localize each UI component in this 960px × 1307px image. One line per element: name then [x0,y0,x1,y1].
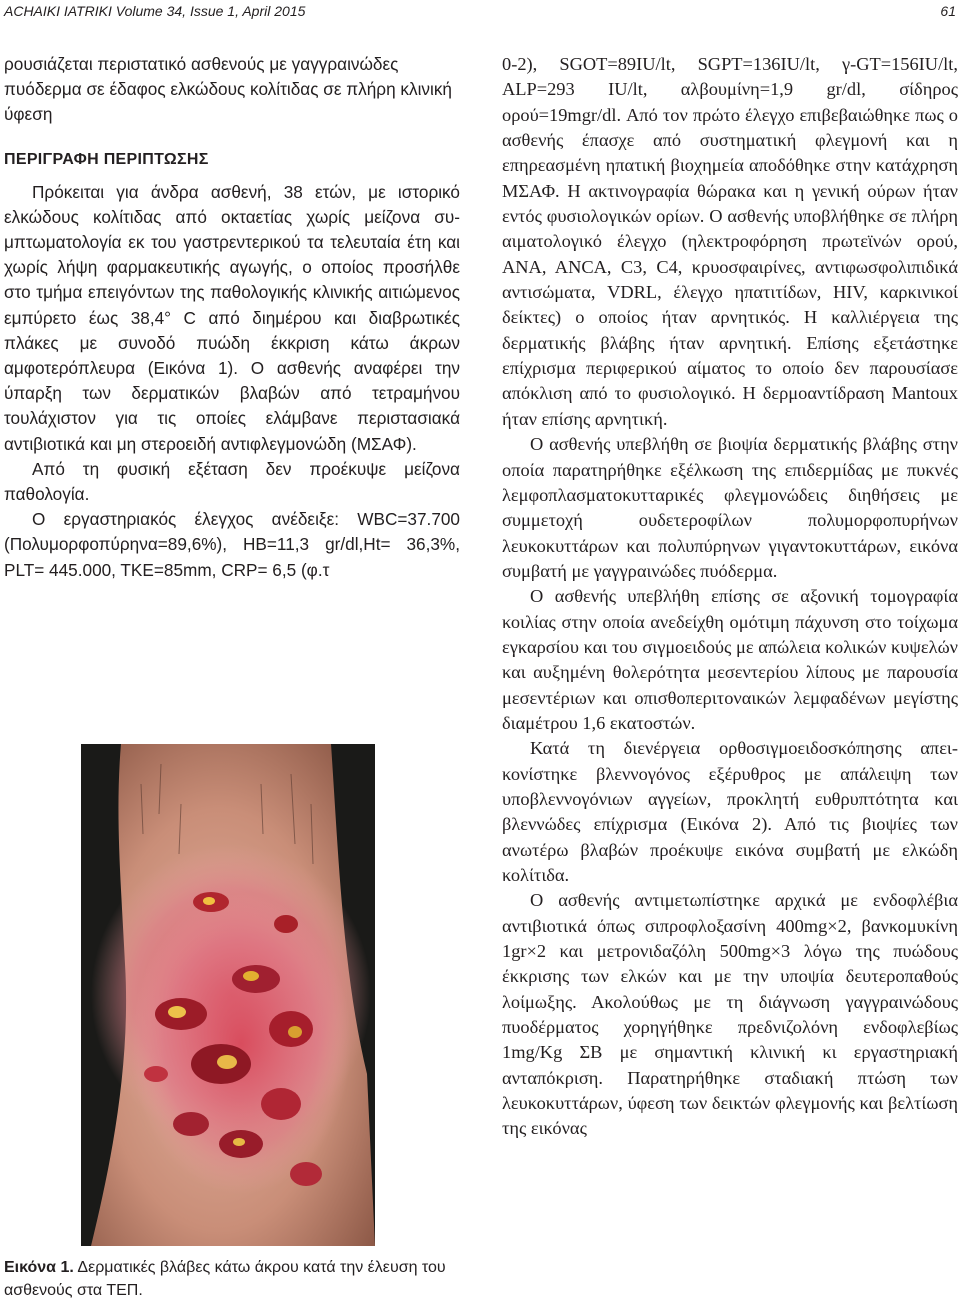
figure-caption-label: Εικόνα 1. [4,1259,74,1276]
figure-1-caption [4,1256,460,1302]
running-header [4,0,956,22]
case-paragraph-3: Ο εργαστηριακός έλεγχος ανέδειξε: WBC=37.700 (Πολυμορφοπύρηνα=89,6%), HB=11,3 gr/dl,Ht= 36,3%, PLT= 445.000, TKE=85mm, CRP= 6,5 (φ.τ [4,509,460,580]
figure-caption-text: Δερματικές βλάβες κάτω άκρου κατά την έλευση του ασθενούς στα ΤΕΠ. [4,1259,446,1299]
section-heading: ΠΕΡΙΓΡΑΦΗ ΠΕΡΙΠΤΩΣΗΣ [4,150,209,168]
journal-title: ACHAIKI IATRIKI Volume 34, Issue 1, April 2015 [4,3,306,19]
ct-paragraph: Ο ασθενής υπεβλήθη επίσης σε αξονική τομογραφία κοιλίας στην οποία ανεδείχθη ομότιμη πάχυνση στο τοίχωμα εγκαρσίου και του σιγμοειδούς με απώλεια κολικών κυψελών και αυξημένη θολερότητα μεσεντερίου λίπους με παρουσία μεσεντέριων και οπισθοπεριτοναικών λεμφαδένων μεγίστης διαμέτρου 1,6 εκατοστών. [502,586,958,733]
left-column [4,52,460,583]
lab-results-paragraph: 0-2), SGOT=89IU/lt, SGPT=136IU/lt, γ-GT=156IU/lt, ALP=293 IU/lt, αλβουμίνη=1,9 gr/dl, σίδηρος ορού=19mgr/dl. Από τον πρώτο έλεγχο επιβεβαιώθηκε πως ο ασθενής έπασχε από συστηματική φλεγμονή και η επηρεασμένη ηπατική βιοχημεία αποδόθηκε στην κατάχρηση ΜΣΑΦ. Η ακτινογραφία θώρακα και η γενική ούρων ήταν εντός φυσιολογικών ορίων. Ο ασθενής υποβλήθηκε σε πλήρη αιματολογικό έλεγχο (ηλεκτροφόρηση πρωτεϊνών ορού, ANA, ANCA, C3, C4, κρυοσφαιρίνες, αντιφωσφολιπιδικά αντισώματα, VDRL, έλεγχο ηπατιτίδων, HIV, καρκινικοί δείκτες) ο οποίος ήταν αρνητικός. Η καλλιέργεια της δερματικής βλάβης ήταν αρνητική. Επίσης εξετάστηκε επίχρισμα περιφερικού αίματος το οποίο δεν παρουσίασε απόκλιση από το φυσιολογικό. Η δερμοαντίδραση Mantoux ήταν επίσης αρνητική. [502,54,958,429]
page-number: 61 [940,3,956,19]
biopsy-paragraph: Ο ασθενής υπεβλήθη σε βιοψία δερματικής βλάβης στην οποία παρατηρήθηκε εξέλκωση της επιδερμίδας με πυκνές λεμφοπλασματοκυτταρικές φλεγμονώδεις διηθήσεις με συμμετοχή ουδετεροφίλων πολυμορφοπυρήνων λευκοκυττάρων και πολυπύρηνων γιγαντοκυττάρων, εικόνα συμβατή με γαγγραινώδες πυόδερμα. [502,434,958,581]
case-paragraph-1: Πρόκειται για άνδρα ασθενή, 38 ετών, με ιστορικό ελκώδους κολίτιδας από οκταετίας χωρίς μείζονα συμπτωματολογία εκ του γαστρεντερικού τα τελευταία έτη και χωρίς λήψη φαρμακευτικής αγωγής, ο οποίος προσήλθε στο τμήμα επειγόντων της παθολογικής κλινικής αιτιώμενος εμπύρετο έως 38,4° C από διημέρου και διαβρωτικές πλάκες με συνοδό πυώδη έκκριση κάτω άκρων αμφοτερόπλευρα (Εικόνα 1). Ο ασθενής αναφέρει την ύπαρξη των δερματικών βλαβών από τετραμήνου τουλάχιστον για τις οποίες ελάμβανε περιστασιακά αντιβιοτικά και μη στεροειδή αντιφλεγμονώδη (ΜΣΑΦ). [4,181,460,454]
figure-1-leg-lesion-photo [81,744,375,1246]
sigmoidoscopy-paragraph: Κατά τη διενέργεια ορθοσιγμοειδοσκόπησης απεικονίστηκε βλεννογόνος εξέρυθρος με απάλειψη των υποβλεννογόνιων αγγείων, προκλητή ευθρυπτότητα και βλεννώδες επίχρισμα (Εικόνα 2). Από τις βιοψίες των ανωτέρω βλαβών προέκυψε εικόνα συμβατή με ελκώδη κολίτιδα. [502,738,958,885]
case-paragraph-2: Από τη φυσική εξέταση δεν προέκυψε μείζονα παθολογία. [4,458,460,505]
treatment-paragraph: Ο ασθενής αντιμετωπίστηκε αρχικά με ενδοφλέβια αντιβιοτικά όπως σιπροφλοξασίνη 400mg×2, βανκομυκίνη 1gr×2 και μετρονιδαζόλη 500mg×3 λόγω της πυώδους έκκρισης των ελκών και με την υποψία δευτεροπαθούς λοίμωξης. Ακολούθως με τη διάγνωση γαγγραινώδους πυοδέρματος χορηγήθηκε πρεδνιζολόνη ενδοφλεβίως 1mg/Kg ΣΒ με σημαντική κλινική κι εργαστηριακή ανταπόκριση. Παρατηρήθηκε σταδιακή πτώση των λευκοκυττάρων, ύφεση των δεικτών φλεγμονής και βελτίωση της εικόνας [502,890,958,1139]
intro-paragraph: ρουσιάζεται περιστατικό ασθενούς με γαγγραινώδες πυόδερμα σε έδαφος ελκώδους κολίτιδας σε πλήρη κλινική ύφεση [4,54,452,125]
right-column [502,52,958,1142]
